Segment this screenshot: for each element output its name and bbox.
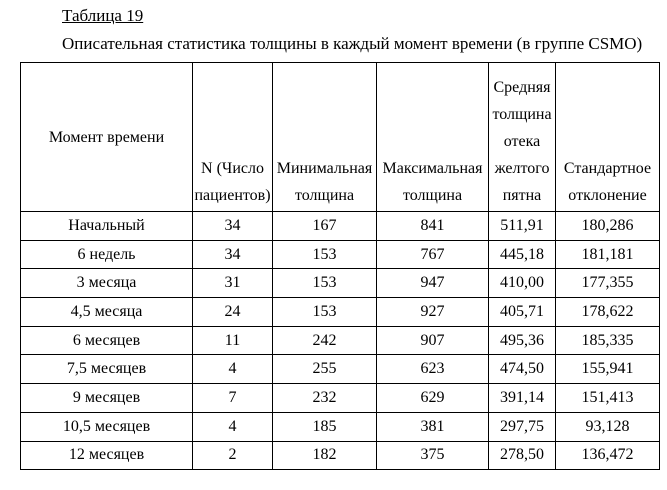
cell-max: 767 [377,240,489,269]
cell-min: 153 [273,240,377,269]
cell-sd: 93,128 [556,412,660,441]
table-row [21,326,660,355]
cell-max: 381 [377,412,489,441]
header-max-line: Максимальная [382,160,483,177]
cell-mean: 410,00 [489,269,556,298]
cell-mean: 495,36 [489,326,556,355]
cell-n: 24 [193,298,273,327]
header-moment-line: Момент времени [48,128,165,146]
header-sd-line: Стандартное [563,160,652,177]
cell-moment: 6 недель [21,240,193,269]
header-mean-line: Средняя [493,79,551,96]
cell-n: 11 [193,326,273,355]
cell-max: 907 [377,326,489,355]
cell-sd: 181,181 [556,240,660,269]
cell-min: 153 [273,298,377,327]
table-row [21,240,660,269]
cell-mean: 405,71 [489,298,556,327]
statistics-table [20,62,660,470]
cell-min: 185 [273,412,377,441]
cell-mean: 278,50 [489,441,556,470]
header-min [273,63,377,212]
cell-moment: 10,5 месяцев [21,412,193,441]
cell-moment: 12 месяцев [21,441,193,470]
table-row [21,298,660,327]
cell-mean: 297,75 [489,412,556,441]
cell-min: 242 [273,326,377,355]
cell-sd: 136,472 [556,441,660,470]
cell-min: 153 [273,269,377,298]
cell-max: 629 [377,384,489,413]
cell-n: 2 [193,441,273,470]
cell-moment: 4,5 месяца [21,298,193,327]
table-row [21,441,660,470]
table-header-row [21,63,660,212]
cell-moment: Начальный [21,212,193,241]
cell-max: 841 [377,212,489,241]
header-mean-line: пятна [502,187,542,204]
header-moment [21,63,193,212]
header-n-line: пациентов) [194,187,271,204]
cell-sd: 155,941 [556,355,660,384]
cell-sd: 151,413 [556,384,660,413]
cell-n: 31 [193,269,273,298]
cell-mean: 474,50 [489,355,556,384]
header-sd [556,63,660,212]
table-row [21,384,660,413]
cell-moment: 7,5 месяцев [21,355,193,384]
header-max [377,63,489,212]
cell-mean: 445,18 [489,240,556,269]
header-max-line: толщина [402,187,463,204]
header-n-line: N (Число [201,160,264,177]
cell-n: 4 [193,355,273,384]
cell-mean: 511,91 [489,212,556,241]
cell-max: 927 [377,298,489,327]
cell-moment: 6 месяцев [21,326,193,355]
header-min-line: Минимальная [276,160,373,177]
cell-max: 947 [377,269,489,298]
table-row [21,212,660,241]
header-mean [489,63,556,212]
cell-n: 7 [193,384,273,413]
cell-min: 255 [273,355,377,384]
table-row [21,355,660,384]
table-row [21,412,660,441]
cell-sd: 180,286 [556,212,660,241]
header-n [193,63,273,212]
cell-moment: 9 месяцев [21,384,193,413]
cell-n: 34 [193,212,273,241]
cell-min: 182 [273,441,377,470]
cell-max: 623 [377,355,489,384]
table-caption: Таблица 19 [62,6,144,25]
cell-n: 4 [193,412,273,441]
header-mean-line: желтого [494,160,550,177]
cell-mean: 391,14 [489,384,556,413]
cell-sd: 178,622 [556,298,660,327]
header-min-line: толщина [294,187,355,204]
cell-min: 167 [273,212,377,241]
cell-sd: 177,355 [556,269,660,298]
cell-moment: 3 месяца [21,269,193,298]
cell-max: 375 [377,441,489,470]
cell-n: 34 [193,240,273,269]
table-title: Описательная статистика толщины в каждый момент времени (в группе CSMO) [62,34,643,53]
cell-sd: 185,335 [556,326,660,355]
table-row [21,269,660,298]
header-mean-line: толщина [492,106,552,123]
header-sd-line: отклонение [568,187,647,204]
header-mean-line: отека [503,133,541,150]
cell-min: 232 [273,384,377,413]
